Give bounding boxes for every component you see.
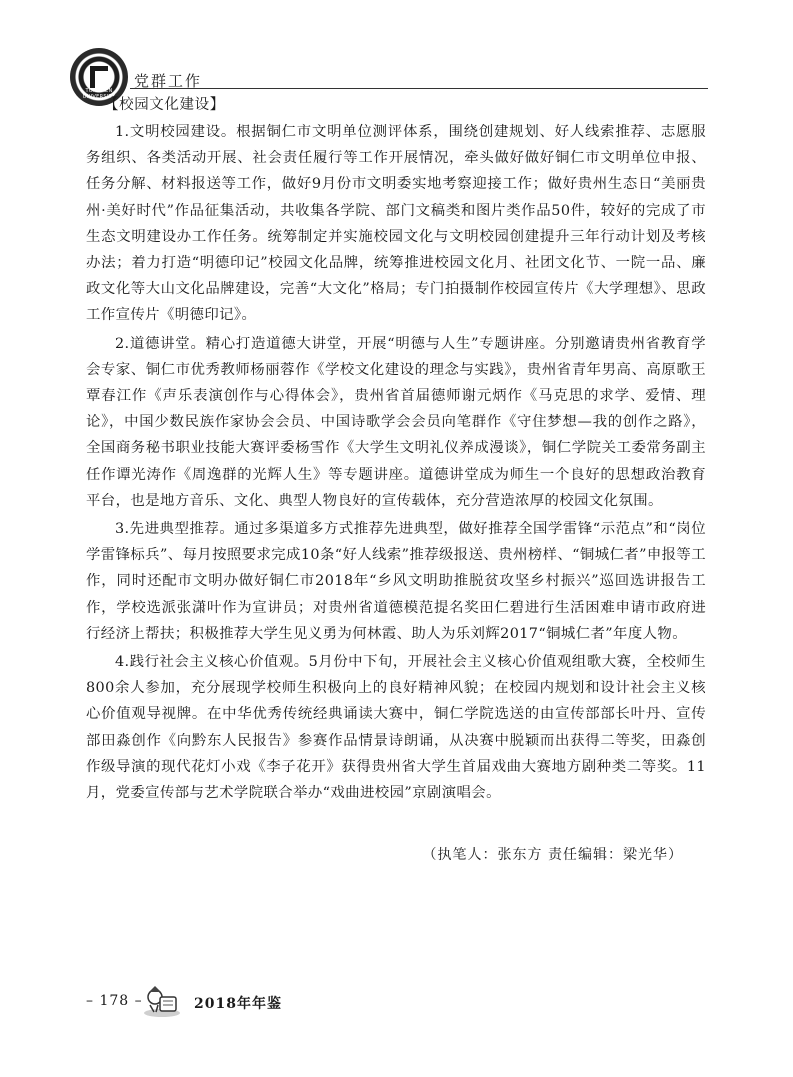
paragraph-civilized-campus: 1.文明校园建设。根据铜仁市文明单位测评体系，围绕创建规划、好人线索推荐、志愿服务组织、各类活动开展、社会责任履行等工作开展情况，牵头做好做好铜仁市文明单位申报、任务分解、材料报送等工作，做好9月份市文明委实地考察迎接工作；做好贵州生态日“美丽贵州·美好时代”作品征集活动，共收集各学院、部门文稿类和图片类作品50件，较好的完成了市生态文明建设办工作任务。统筹制定并实施校园文化与文明校园创建提升三年行动计划及考核办法；着力打造“明德印记”校园文化品牌，统筹推进校园文化月、社团文化节、一院一品、廉政文化等大山文化品牌建设，完善“大文化”格局；专门拍摄制作校园宣传片《大学理想》、思政工作宣传片《明德印记》。 (86, 124, 706, 324)
article-body (86, 93, 706, 806)
page-footer (86, 983, 386, 1023)
mascot-icon (140, 983, 184, 1019)
paragraph-moral-lecture: 2.道德讲堂。精心打造道德大讲堂，开展“明德与人生”专题讲座。分别邀请贵州省教育学会专家、铜仁市优秀教师杨丽蓉作《学校文化建设的理念与实践》，贵州省青年男高、高原歌王覃春江作《声乐表演创作与心得体会》，贵州省首届德师谢元炳作《马克思的求学、爱情、理论》，中国少数民族作家协会会员、中国诗歌学会会员向笔群作《守住梦想—我的创作之路》，全国商务秘书职业技能大赛评委杨雪作《大学生文明礼仪养成漫谈》，铜仁学院关工委常务副主任作谭光涛作《周逸群的光辉人生》等专题讲座。道德讲堂成为师生一个良好的思想政治教育平台，也是地方音乐、文化、典型人物良好的宣传载体，充分营造浓厚的校园文化氛围。 (86, 335, 706, 509)
logo-text: TONGREN UNIVERSITY (82, 88, 116, 100)
logo-emblem-icon (90, 66, 108, 88)
paragraph-role-models: 3.先进典型推荐。通过多渠道多方式推荐先进典型，做好推荐全国学雷锋“示范点”和“岗位学雷锋标兵”、每月按照要求完成10条“好人线索”推荐级报送、贵州榜样、“铜城仁者”申报等工作，同时还配市文明办做好铜仁市2018年“乡风文明助推脱贫攻坚乡村振兴”巡回选讲报告工作，学校选派张潇叶作为宣讲员；对贵州省道德模范提名奖田仁碧进行生活困难申请市政府进行经济上帮扶；积极推荐大学生见义勇为何林霞、助人为乐刘辉2017“铜城仁者”年度人物。 (86, 521, 706, 642)
paragraph-core-values: 4.践行社会主义核心价值观。5月份中下旬，开展社会主义核心价值观组歌大赛，全校师生800余人参加，充分展现学校师生积极向上的良好精神风貌；在校园内规划和设计社会主义核心价值观导视牌。在中华优秀传统经典诵读大赛中，铜仁学院选送的由宣传部部长叶丹、宣传部田淼创作《向黔东人民报告》参赛作品情景诗朗诵，从决赛中脱颖而出获得二等奖，田淼创作级导演的现代花灯小戏《李子花开》获得贵州省大学生首届戏曲大赛地方剧种类二等奖。11月，党委宣传部与艺术学院联合举办“戏曲进校园”京剧演唱会。 (86, 654, 706, 802)
page-number: – 178 – (86, 993, 143, 1009)
yearbook-title: 2018年年鉴 (194, 996, 282, 1012)
author-credit: （执笔人：张东方 责任编辑：梁光华） (422, 847, 683, 863)
section-title: 党群工作 (134, 72, 203, 90)
article-heading: 【校园文化建设】 (104, 97, 225, 113)
page-header (0, 0, 793, 100)
header-rule (130, 88, 708, 89)
